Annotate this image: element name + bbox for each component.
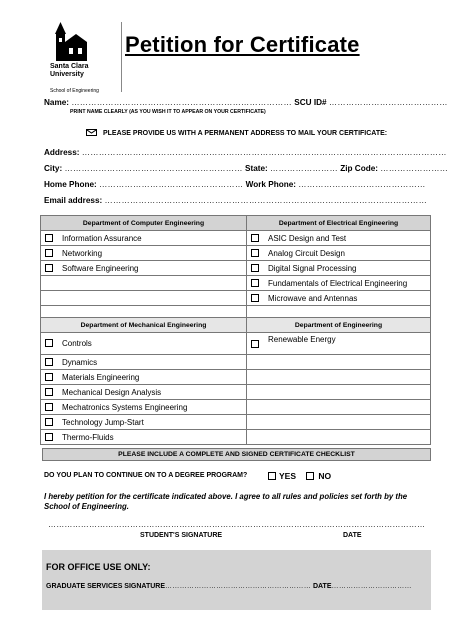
checkbox[interactable] [45, 249, 53, 257]
checkbox[interactable] [45, 388, 53, 396]
dept-table-top [40, 215, 431, 319]
name-row [44, 98, 448, 107]
email-label: Email address: [44, 196, 103, 205]
yes-checkbox[interactable] [268, 472, 276, 480]
list-item: Analog Circuit Design [247, 246, 431, 261]
work-phone-field[interactable]: ……………………………………… [298, 180, 426, 189]
checklist-notice: PLEASE INCLUDE A COMPLETE AND SIGNED CERTIFICATE CHECKLIST [42, 448, 431, 461]
address-field[interactable]: ………………………………………………………………………………………………………………… [81, 148, 447, 157]
mail-icon [86, 129, 97, 136]
scu-id-field[interactable]: …………………………………… [328, 98, 448, 107]
checkbox[interactable] [251, 294, 259, 302]
email-row [44, 196, 427, 205]
list-item: Mechatronics Systems Engineering [41, 400, 247, 415]
degree-options [268, 471, 331, 481]
checkbox[interactable] [251, 249, 259, 257]
empty-cell [41, 291, 247, 306]
list-item: Renewable Energy [247, 333, 431, 355]
office-use-title: FOR OFFICE USE ONLY: [46, 562, 151, 572]
checkbox[interactable] [45, 234, 53, 242]
checkbox[interactable] [45, 418, 53, 426]
signature-line[interactable]: ………………………………………………………………………………………………………………………… [48, 520, 426, 529]
city-label: City: [44, 164, 63, 173]
student-signature-label: STUDENT'S SIGNATURE [140, 532, 223, 539]
list-item: Thermo-Fluids [41, 430, 247, 445]
checkbox[interactable] [45, 373, 53, 381]
list-item: Dynamics [41, 355, 247, 370]
dept-table-bottom [40, 317, 431, 445]
address-notice: PLEASE PROVIDE US WITH A PERMANENT ADDRESS TO MAIL YOUR CERTIFICATE: [86, 129, 387, 137]
list-item: Mechanical Design Analysis [41, 385, 247, 400]
empty-cell [41, 276, 247, 291]
office-use-section [42, 550, 431, 610]
name-hint: PRINT NAME CLEARLY (AS YOU WISH IT TO APPEAR ON YOUR CERTIFICATE) [70, 109, 266, 115]
address-row [44, 148, 447, 157]
state-label: State: [245, 164, 268, 173]
scu-id-label: SCU ID# [294, 98, 327, 107]
work-phone-label: Work Phone: [245, 180, 296, 189]
electrical-dept-header: Department of Electrical Engineering [247, 216, 431, 231]
signature-date-label: DATE [343, 532, 362, 539]
home-phone-field[interactable]: …………………………………………… [99, 180, 244, 189]
mission-tower-icon [50, 22, 90, 62]
university-name: Santa Clara University [50, 63, 89, 78]
state-field[interactable]: …………………… [270, 164, 338, 173]
zip-field[interactable]: …………………… [380, 164, 449, 173]
degree-question: DO YOU PLAN TO CONTINUE ON TO A DEGREE PROGRAM? [44, 472, 248, 479]
checkbox[interactable] [45, 264, 53, 272]
checkbox[interactable] [251, 264, 259, 272]
no-label: NO [318, 471, 332, 481]
list-item: Microwave and Antennas [247, 291, 431, 306]
petition-statement: I hereby petition for the certificate indicated above. I agree to all rules and policies set forth by the School of Engineering. [44, 492, 408, 511]
checkbox[interactable] [45, 339, 53, 347]
checkbox[interactable] [45, 403, 53, 411]
checkbox[interactable] [45, 433, 53, 441]
address-label: Address: [44, 148, 80, 157]
list-item: ASIC Design and Test [247, 231, 431, 246]
list-item: Digital Signal Processing [247, 261, 431, 276]
home-phone-label: Home Phone: [44, 180, 97, 189]
empty-cell [247, 370, 431, 385]
grad-services-field[interactable]: …………………………………………………… [165, 583, 312, 590]
phone-row [44, 180, 426, 189]
school-name: School of Engineering [50, 88, 99, 94]
yes-label: YES [279, 471, 297, 481]
zip-label: Zip Code: [340, 164, 378, 173]
mechanical-dept-header: Department of Mechanical Engineering [41, 318, 247, 333]
empty-cell [247, 385, 431, 400]
empty-cell [247, 400, 431, 415]
engineering-dept-header: Department of Engineering [247, 318, 431, 333]
grad-services-label: GRADUATE SERVICES SIGNATURE [46, 583, 166, 590]
checkbox[interactable] [251, 279, 259, 287]
empty-cell [247, 355, 431, 370]
office-date-field[interactable]: …………………………… [331, 583, 412, 590]
email-field[interactable]: …………………………………………………………………………………………………… [104, 196, 428, 205]
name-label: Name: [44, 98, 70, 107]
city-row [44, 164, 448, 173]
computer-dept-header: Department of Computer Engineering [41, 216, 247, 231]
list-item: Networking [41, 246, 247, 261]
university-logo [22, 22, 122, 92]
list-item: Information Assurance [41, 231, 247, 246]
empty-cell [247, 415, 431, 430]
checkbox[interactable] [251, 340, 259, 348]
empty-cell [247, 430, 431, 445]
list-item: Controls [41, 333, 247, 355]
list-item: Materials Engineering [41, 370, 247, 385]
city-field[interactable]: ……………………………………………………… [64, 164, 243, 173]
name-field[interactable]: …………………………………………………………………… [71, 98, 292, 107]
checkbox[interactable] [251, 234, 259, 242]
list-item: Software Engineering [41, 261, 247, 276]
page-title: Petition for Certificate [125, 32, 360, 57]
grad-services-row [46, 583, 412, 590]
no-checkbox[interactable] [306, 472, 314, 480]
list-item: Fundamentals of Electrical Engineering [247, 276, 431, 291]
office-date-label: DATE [312, 583, 332, 590]
checkbox[interactable] [45, 358, 53, 366]
list-item: Technology Jump-Start [41, 415, 247, 430]
